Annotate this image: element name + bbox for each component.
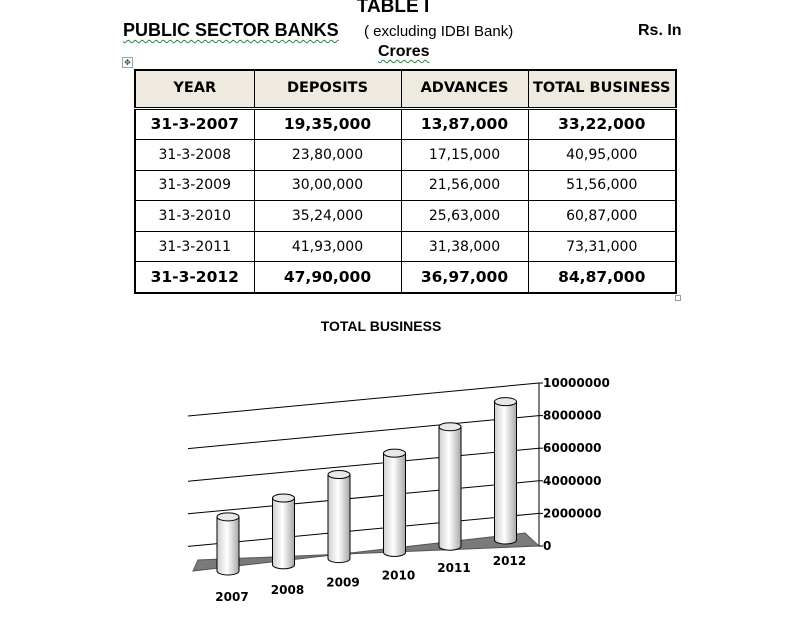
cell-total: 33,22,000 — [528, 108, 676, 140]
cell-year: 31-3-2007 — [135, 108, 254, 140]
gridline — [188, 481, 539, 514]
gridline — [188, 383, 539, 416]
cylinder-top — [328, 471, 350, 479]
cell-advances: 36,97,000 — [401, 262, 528, 293]
value-axis-tick-label: 10000000 — [543, 376, 610, 390]
org-title-text: PUBLIC SECTOR BANKS — [123, 20, 339, 40]
cell-year: 31-3-2012 — [135, 262, 254, 293]
chart-bar-2011 — [439, 423, 461, 550]
cell-deposits: 41,93,000 — [254, 231, 401, 262]
header-year: YEAR — [135, 70, 254, 108]
chart-grid — [188, 383, 539, 546]
cylinder-body — [495, 402, 517, 544]
cell-deposits: 30,00,000 — [254, 170, 401, 201]
value-axis-tick-label: 4000000 — [543, 473, 602, 488]
org-note: ( excluding IDBI Bank) — [364, 23, 514, 40]
value-axis-tick-label: 6000000 — [543, 441, 602, 456]
category-label: 2008 — [270, 582, 305, 597]
header-deposits: DEPOSITS — [254, 70, 401, 108]
value-axis-tick-label: 8000000 — [543, 408, 602, 423]
cylinder-body — [439, 427, 461, 550]
header-total-business: TOTAL BUSINESS — [528, 70, 676, 108]
currency-label: Rs. In — [638, 22, 682, 39]
cylinder-body — [384, 453, 406, 556]
cell-total: 51,56,000 — [528, 170, 676, 201]
cell-year: 31-3-2009 — [135, 170, 254, 201]
chart-bar-2012 — [495, 398, 517, 544]
cylinder-top — [384, 449, 406, 457]
header-advances: ADVANCES — [401, 70, 528, 108]
cell-advances: 13,87,000 — [401, 108, 528, 140]
category-label: 2009 — [326, 575, 360, 590]
value-axis-tick-label: 2000000 — [543, 506, 602, 521]
cell-deposits: 47,90,000 — [254, 262, 401, 293]
cylinder-body — [273, 498, 295, 569]
cell-advances: 31,38,000 — [401, 231, 528, 262]
cell-deposits: 19,35,000 — [254, 108, 401, 140]
cell-advances: 21,56,000 — [401, 170, 528, 201]
chart-floor-plane — [193, 533, 539, 571]
cell-total: 73,31,000 — [528, 231, 676, 262]
chart-title: TOTAL BUSINESS — [320, 318, 442, 334]
cell-advances: 25,63,000 — [401, 201, 528, 232]
cylinder-top — [273, 494, 295, 502]
gridline — [188, 416, 539, 449]
cell-total: 84,87,000 — [528, 262, 676, 293]
cell-year: 31-3-2011 — [135, 231, 254, 262]
chart-bar-2007 — [217, 513, 239, 575]
category-label: 2010 — [381, 568, 416, 583]
cell-total: 40,95,000 — [528, 140, 676, 171]
cell-year: 31-3-2008 — [135, 140, 254, 171]
chart-bar-2008 — [273, 494, 295, 569]
cylinder-body — [217, 517, 239, 575]
chart-floor — [193, 533, 539, 571]
cylinder-top — [439, 423, 461, 431]
category-label: 2012 — [492, 554, 527, 568]
table-title: TABLE I — [356, 0, 430, 17]
cell-deposits: 35,24,000 — [254, 201, 401, 232]
gridline — [188, 448, 539, 481]
chart-bar-2010 — [384, 449, 406, 556]
category-label: 2011 — [437, 561, 471, 576]
chart-value-axis — [539, 376, 610, 553]
chart-bar-2009 — [328, 471, 350, 563]
cylinder-top — [495, 398, 517, 406]
value-axis-tick-label: 0 — [543, 539, 552, 553]
category-label: 2007 — [215, 590, 249, 604]
cell-year: 31-3-2010 — [135, 201, 254, 232]
cylinder-body — [328, 475, 350, 563]
cell-deposits: 23,80,000 — [254, 140, 401, 171]
cell-advances: 17,15,000 — [401, 140, 528, 171]
cylinder-top — [217, 513, 239, 521]
unit-label: Crores — [378, 43, 430, 60]
cell-total: 60,87,000 — [528, 201, 676, 232]
table-move-handle-icon[interactable]: ✥ — [122, 57, 133, 68]
